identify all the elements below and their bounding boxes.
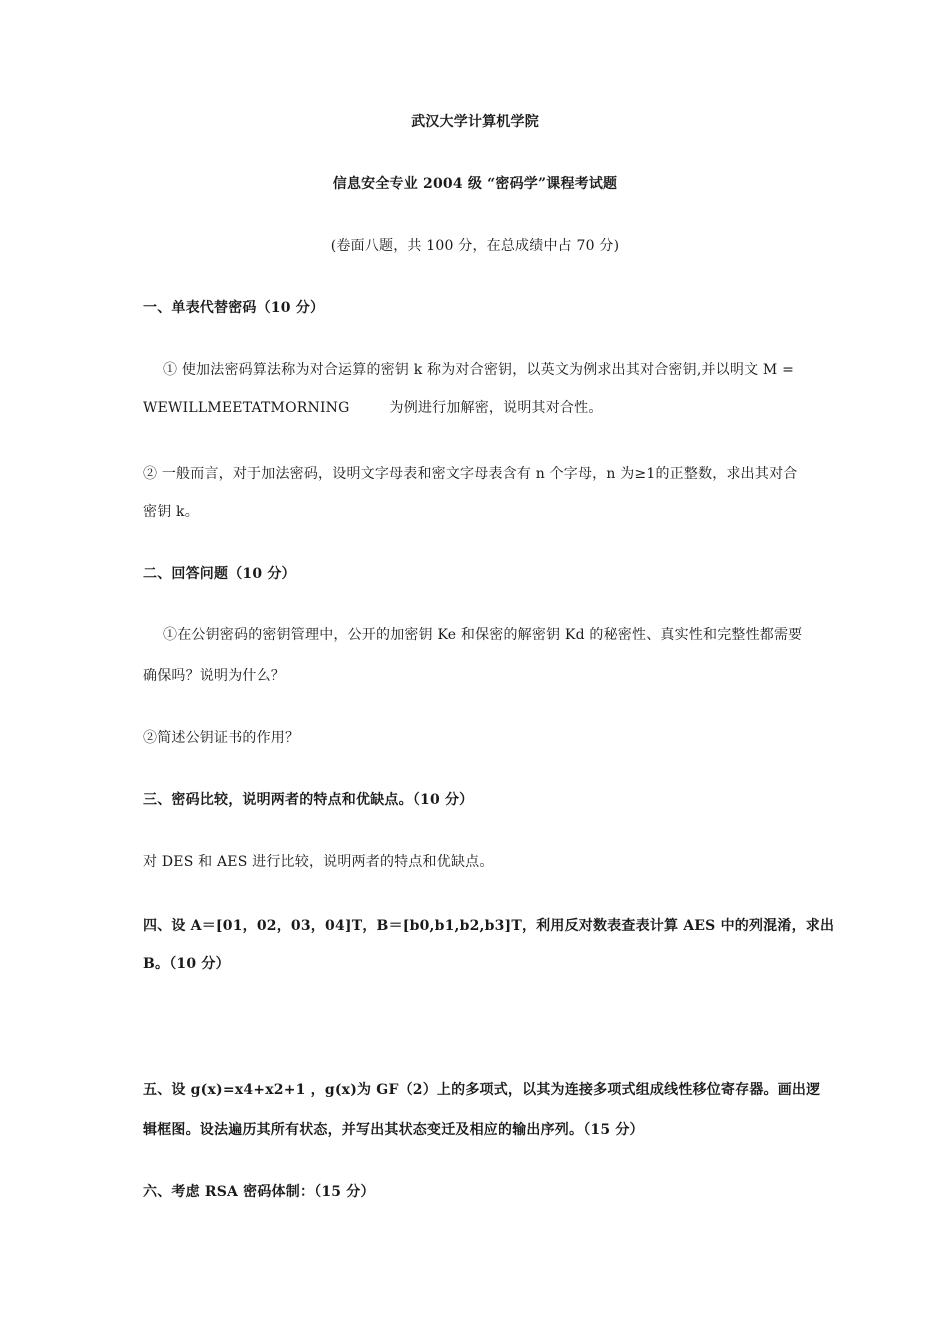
question-1-item-1-line-2 <box>143 399 603 417</box>
question-1-item-1-line-1: ① 使加法密码算法称为对合运算的密钥 k 称为对合密钥，以英文为例求出其对合密钥,并以明文 M = <box>163 362 795 378</box>
question-1-item-2-line-2: 密钥 k。 <box>143 504 199 520</box>
question-4-heading: 四、设 A＝[01，02，03，04]T，B＝[b0,b1,b2,b3]T，利用反对数表查表计算 AES 中的列混淆，求出 <box>143 918 835 934</box>
plaintext-example-tail: 为例进行加解密，说明其对合性。 <box>389 400 603 416</box>
question-1-heading: 一、单表代替密码（10 分） <box>143 300 325 316</box>
exam-note: (卷面八题，共 100 分，在总成绩中占 70 分) <box>330 238 620 254</box>
question-2-item-2-line-1: ②简述公钥证书的作用？ <box>143 730 300 746</box>
plaintext-example: WEWILLMEETATMORNING <box>143 400 350 416</box>
exam-title: 信息安全专业 2004 级 “密码学”课程考试题 <box>332 176 618 192</box>
school-title: 武汉大学计算机学院 <box>411 114 539 130</box>
question-2-item-1-line-1: ①在公钥密码的密钥管理中，公开的加密钥 Ke 和保密的解密钥 Kd 的秘密性、真实性和完整性都需要 <box>163 627 803 643</box>
question-2-heading: 二、回答问题（10 分） <box>143 566 296 582</box>
question-5-heading: 五、设 g(x)=x4+x2+1 ，g(x)为 GF（2）上的多项式，以其为连接多项式组成线性移位寄存器。画出逻 <box>143 1082 821 1098</box>
question-6-heading: 六、考虑 RSA 密码体制：（15 分） <box>143 1184 375 1200</box>
question-1-item-2-line-1: ② 一般而言，对于加法密码，设明文字母表和密文字母表含有 n 个字母，n 为≥1的正整数，求出其对合 <box>143 466 798 482</box>
question-4-heading-cont: B。（10 分） <box>143 956 230 972</box>
question-5-heading-cont: 辑框图。设法遍历其所有状态，并写出其状态变迁及相应的输出序列。（15 分） <box>143 1122 644 1138</box>
question-3-item-1-line-1: 对 DES 和 AES 进行比较，说明两者的特点和优缺点。 <box>143 854 494 870</box>
question-3-heading: 三、密码比较，说明两者的特点和优缺点。（10 分） <box>143 792 474 808</box>
question-2-item-1-line-2: 确保吗？说明为什么？ <box>143 668 285 684</box>
